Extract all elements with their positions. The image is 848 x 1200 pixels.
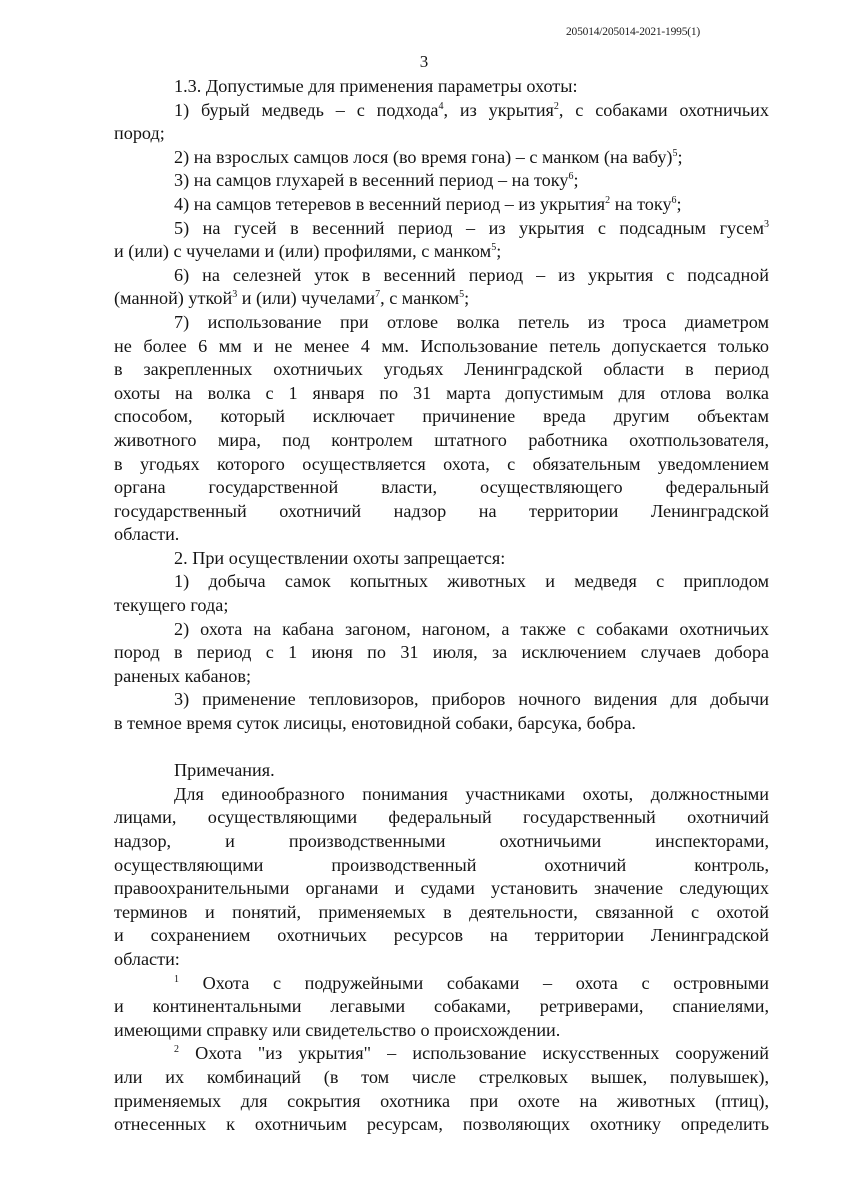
text-run: имеющими справку или свидетельство о происхождении.: [114, 1019, 561, 1040]
text-line: [114, 358, 769, 382]
footnote-ref: 4: [438, 100, 444, 112]
text-run: пород в период с 1 июня по 31 июля, за исключением случаев добора: [114, 642, 769, 663]
text-run: пород;: [114, 123, 165, 144]
text-run: или их комбинаций (в том числе стрелковых вышек, полувышек),: [114, 1066, 769, 1087]
text-run: 6) на селезней уток в весенний период – из укрытия с подсадной: [174, 264, 769, 285]
footnote-ref: 5: [459, 289, 465, 301]
page-number: 3: [419, 52, 429, 71]
text-run: лицами, осуществляющими федеральный государственный охотничий: [114, 807, 769, 828]
footnote-ref: 2: [605, 194, 611, 206]
text-run: животного мира, под контролем штатного работника охотпользователя,: [114, 429, 769, 450]
text-run: применяемых для сокрытия охотника при охоте на животных (птиц),: [114, 1090, 769, 1111]
text-line: [114, 335, 769, 359]
text-run: 2) охота на кабана загоном, нагоном, а также с собаками охотничьих: [174, 618, 769, 639]
text-run: осуществляющими производственный охотничий контроль,: [114, 854, 769, 875]
footnote-ref: 3: [232, 289, 238, 301]
text-run: Примечания.: [174, 760, 275, 781]
footnote-ref: 7: [375, 289, 381, 301]
text-run: на току: [610, 193, 672, 214]
text-line: [114, 523, 769, 547]
text-line: [114, 570, 769, 594]
document-id: 205014/205014-2021-1995(1): [566, 26, 701, 38]
text-run: 7) использование при отлове волка петель из троса диаметром: [174, 311, 769, 332]
text-run: ;: [677, 146, 683, 167]
text-run: правоохранительными органами и судами установить значение следующих: [114, 878, 769, 899]
text-run: (манной) уткой: [114, 288, 233, 309]
text-run: и (или) с чучелами и (или) профилями, с манком: [114, 241, 492, 262]
text-run: и (или) чучелами: [237, 288, 376, 309]
text-run: , с манком: [380, 288, 460, 309]
footnote-ref: 2: [174, 1044, 179, 1056]
footnote-ref: 6: [568, 171, 574, 183]
text-line: [114, 500, 769, 524]
text-line: [114, 122, 769, 146]
text-run: 3) применение тепловизоров, приборов ночного видения для добычи: [174, 689, 769, 710]
text-run: ;: [573, 170, 579, 191]
text-line: [114, 924, 769, 948]
text-line: [114, 1019, 769, 1043]
text-line: [114, 1113, 769, 1137]
text-line: [114, 948, 769, 972]
text-line: [114, 217, 769, 241]
text-run: государственный охотничий надзор на территории Ленинградской: [114, 500, 769, 521]
text-line: [114, 759, 769, 783]
text-line: [114, 688, 769, 712]
text-run: органа государственной власти, осуществляющего федеральный: [114, 477, 769, 498]
text-line: [114, 830, 769, 854]
footnote-ref: 1: [174, 973, 179, 985]
text-run: в угодьях которого осуществляется охота, с обязательным уведомлением: [114, 453, 769, 474]
text-line: [114, 405, 769, 429]
text-run: 5) на гусей в весенний период – из укрытия с подсадным гусем: [174, 217, 764, 238]
text-line: [114, 594, 769, 618]
text-line: [114, 311, 769, 335]
footnote-ref: 2: [553, 100, 559, 112]
text-line: [114, 712, 769, 736]
text-run: не более 6 мм и не менее 4 мм. Использование петель допускается только: [114, 335, 769, 356]
text-run: терминов и понятий, применяемых в деятельности, связанной с охотой: [114, 901, 769, 922]
text-run: способом, который исключает причинение вреда другим объектам: [114, 406, 769, 427]
text-run: ;: [464, 288, 470, 309]
text-line: [114, 146, 769, 170]
text-line: [114, 547, 769, 571]
text-run: 1) бурый медведь – с подхода: [174, 99, 439, 120]
text-run: надзор, и производственными охотничьими инспекторами,: [114, 831, 769, 851]
text-line: [114, 382, 769, 406]
text-run: и сохранением охотничьих ресурсов на территории Ленинградской: [114, 925, 769, 946]
text-line: [114, 287, 769, 311]
text-run: 4) на самцов тетеревов в весенний период – из укрытия: [174, 193, 606, 214]
text-line: [114, 972, 769, 996]
text-line: [114, 264, 769, 288]
text-line: [114, 169, 769, 193]
text-run: области:: [114, 948, 180, 969]
text-run: 2. При осуществлении охоты запрещается:: [174, 547, 506, 568]
text-line: [114, 901, 769, 925]
text-run: текущего года;: [114, 595, 229, 616]
text-line: [114, 665, 769, 689]
document-body: [114, 75, 769, 1137]
footnote-ref: 6: [671, 194, 677, 206]
text-line: [114, 193, 769, 217]
text-run: ;: [676, 193, 682, 214]
text-line: [114, 1066, 769, 1090]
text-line: [114, 240, 769, 264]
text-run: отнесенных к охотничьим ресурсам, позволяющих охотнику определить: [114, 1114, 769, 1135]
text-run: ;: [496, 241, 502, 262]
text-run: и континентальными легавыми собаками, ретриверами, спаниелями,: [114, 996, 769, 1017]
text-run: охоты на волка с 1 января по 31 марта допустимым для отлова волка: [114, 382, 769, 403]
text-run: Охота "из укрытия" – использование искусственных сооружений: [179, 1043, 769, 1064]
text-line: [114, 877, 769, 901]
text-line: [114, 1090, 769, 1114]
text-run: Для единообразного понимания участниками охоты, должностными: [174, 783, 769, 804]
text-run: Охота с подружейными собаками – охота с островными: [179, 972, 769, 993]
text-run: 1) добыча самок копытных животных и медведя с приплодом: [174, 571, 769, 592]
text-run: раненых кабанов;: [114, 665, 251, 686]
text-line: [114, 453, 769, 477]
text-line: [114, 854, 769, 878]
text-run: , из укрытия: [443, 99, 554, 120]
text-run: , с собаками охотничьих: [558, 99, 769, 120]
text-run: в темное время суток лисицы, енотовидной собаки, барсука, бобра.: [114, 713, 636, 734]
footnote-ref: 5: [491, 242, 497, 254]
text-run: 1.3. Допустимые для применения параметры охоты:: [174, 76, 578, 96]
text-line: [114, 806, 769, 830]
text-line: [114, 995, 769, 1019]
text-line: [114, 1042, 769, 1066]
text-line: [114, 99, 769, 123]
text-run: 2) на взрослых самцов лося (во время гона) – с манком (на вабу): [174, 146, 673, 167]
footnote-ref: 5: [672, 147, 678, 159]
text-line: [114, 641, 769, 665]
text-line: [114, 75, 769, 99]
text-run: в закрепленных охотничьих угодьях Ленинградской области в период: [114, 359, 769, 380]
text-run: области.: [114, 524, 180, 545]
text-line: [114, 429, 769, 453]
footnote-ref: 3: [764, 218, 769, 230]
text-line: [114, 783, 769, 807]
text-line: [114, 618, 769, 642]
text-line: [114, 476, 769, 500]
text-run: 3) на самцов глухарей в весенний период – на току: [174, 170, 569, 191]
